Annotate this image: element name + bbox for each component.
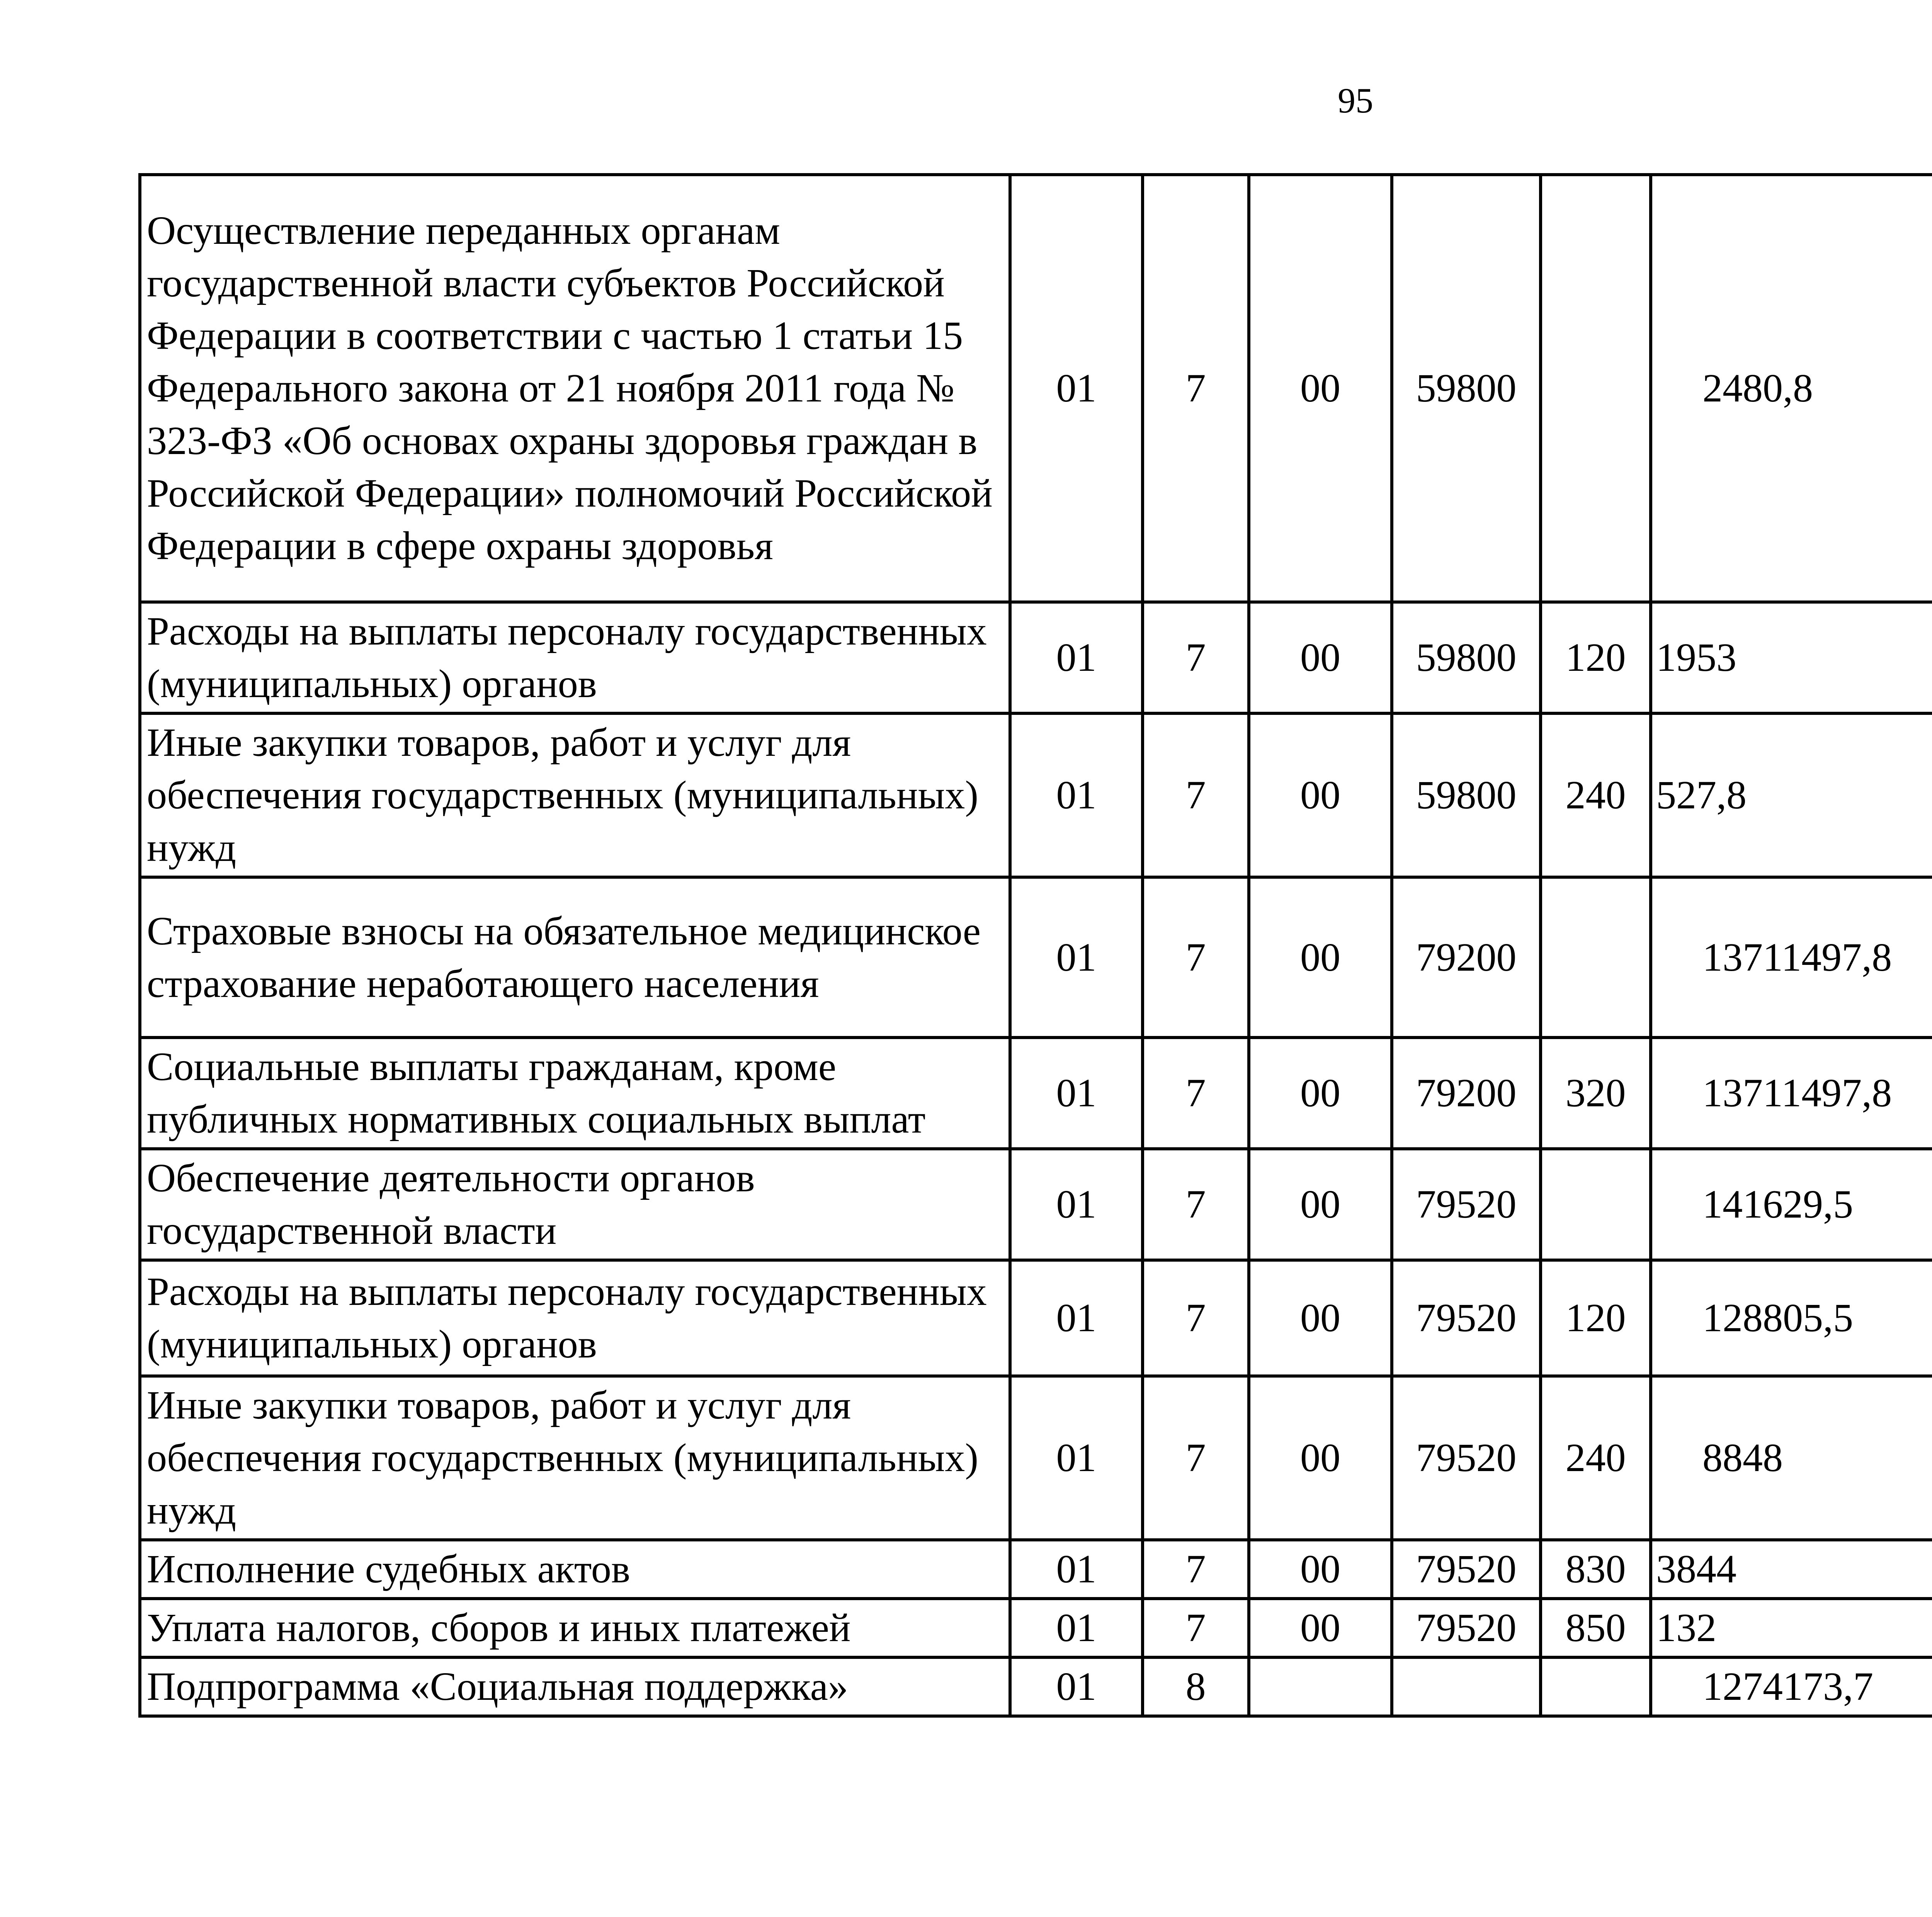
code-cell: 79520 — [1392, 1540, 1541, 1599]
amount-cell: 132 — [1651, 1599, 1932, 1657]
code-cell: 120 — [1541, 1260, 1651, 1376]
table-row — [140, 1038, 1932, 1149]
code-cell — [1541, 1657, 1651, 1716]
code-cell — [1541, 175, 1651, 602]
row-name-cell: Уплата налогов, сборов и иных платежей — [140, 1599, 1010, 1657]
code-cell: 830 — [1541, 1540, 1651, 1599]
row-name-cell: Обеспечение деятельности органов государственной власти — [140, 1149, 1010, 1260]
code-cell: 7 — [1143, 877, 1249, 1038]
table-row — [140, 877, 1932, 1038]
code-cell: 00 — [1249, 1599, 1392, 1657]
row-name-cell: Социальные выплаты гражданам, кроме публичных нормативных социальных выплат — [140, 1038, 1010, 1149]
table-row — [140, 1540, 1932, 1599]
code-cell: 240 — [1541, 713, 1651, 877]
amount-cell: 141629,5 — [1651, 1149, 1932, 1260]
row-name-cell: Иные закупки товаров, работ и услуг для обеспечения государственных (муниципальных) нужд — [140, 1376, 1010, 1540]
code-cell: 01 — [1010, 1149, 1143, 1260]
code-cell: 7 — [1143, 1038, 1249, 1149]
code-cell: 79520 — [1392, 1599, 1541, 1657]
amount-cell: 1274173,7 — [1651, 1657, 1932, 1716]
row-name-cell: Иные закупки товаров, работ и услуг для обеспечения государственных (муниципальных) нужд — [140, 713, 1010, 877]
code-cell: 7 — [1143, 1599, 1249, 1657]
code-cell: 00 — [1249, 1540, 1392, 1599]
code-cell: 79200 — [1392, 1038, 1541, 1149]
row-name-cell: Страховые взносы на обязательное медицинское страхование неработающего населения — [140, 877, 1010, 1038]
code-cell: 01 — [1010, 713, 1143, 877]
row-name-cell: Подпрограмма «Социальная поддержка» — [140, 1657, 1010, 1716]
table-row — [140, 602, 1932, 713]
amount-cell: 128805,5 — [1651, 1260, 1932, 1376]
amount-cell: 527,8 — [1651, 713, 1932, 877]
code-cell: 01 — [1010, 1599, 1143, 1657]
table-row — [140, 1599, 1932, 1657]
code-cell: 01 — [1010, 175, 1143, 602]
code-cell: 850 — [1541, 1599, 1651, 1657]
table-row — [140, 1260, 1932, 1376]
code-cell: 7 — [1143, 1149, 1249, 1260]
amount-cell: 2480,8 — [1651, 175, 1932, 602]
row-name-cell: Исполнение судебных актов — [140, 1540, 1010, 1599]
code-cell: 01 — [1010, 1376, 1143, 1540]
code-cell: 01 — [1010, 602, 1143, 713]
amount-cell: 3844 — [1651, 1540, 1932, 1599]
code-cell: 7 — [1143, 1260, 1249, 1376]
code-cell: 00 — [1249, 175, 1392, 602]
code-cell: 79520 — [1392, 1260, 1541, 1376]
row-name-cell: Осуществление переданных органам государственной власти субъектов Российской Федерации в соответствии с частью 1 статьи 15 Федерального закона от 21 ноября 2011 года № 323-ФЗ «Об основах охраны здоровья граждан в Российской Федерации» полномочий Российской Федерации в сфере охраны здоровья — [140, 175, 1010, 602]
code-cell: 59800 — [1392, 602, 1541, 713]
table-row — [140, 175, 1932, 602]
row-name-cell: Расходы на выплаты персоналу государственных (муниципальных) органов — [140, 1260, 1010, 1376]
code-cell: 00 — [1249, 1260, 1392, 1376]
row-name-cell: Расходы на выплаты персоналу государственных (муниципальных) органов — [140, 602, 1010, 713]
code-cell: 01 — [1010, 1038, 1143, 1149]
code-cell: 01 — [1010, 1657, 1143, 1716]
amount-cell: 8848 — [1651, 1376, 1932, 1540]
code-cell: 120 — [1541, 602, 1651, 713]
code-cell: 00 — [1249, 877, 1392, 1038]
code-cell: 00 — [1249, 713, 1392, 877]
code-cell: 01 — [1010, 1260, 1143, 1376]
code-cell: 00 — [1249, 1376, 1392, 1540]
code-cell: 79520 — [1392, 1149, 1541, 1260]
code-cell — [1541, 1149, 1651, 1260]
table-row — [140, 1657, 1932, 1716]
code-cell: 320 — [1541, 1038, 1651, 1149]
code-cell: 01 — [1010, 877, 1143, 1038]
table-row — [140, 1376, 1932, 1540]
code-cell: 7 — [1143, 713, 1249, 877]
code-cell — [1541, 877, 1651, 1038]
budget-table — [138, 173, 1932, 1718]
code-cell: 7 — [1143, 1540, 1249, 1599]
code-cell: 7 — [1143, 602, 1249, 713]
code-cell: 01 — [1010, 1540, 1143, 1599]
code-cell: 7 — [1143, 1376, 1249, 1540]
code-cell — [1249, 1657, 1392, 1716]
code-cell: 79200 — [1392, 877, 1541, 1038]
table-row — [140, 1149, 1932, 1260]
code-cell: 79520 — [1392, 1376, 1541, 1540]
code-cell: 00 — [1249, 1149, 1392, 1260]
code-cell: 7 — [1143, 175, 1249, 602]
table-row — [140, 713, 1932, 877]
amount-cell: 1953 — [1651, 602, 1932, 713]
code-cell — [1392, 1657, 1541, 1716]
amount-cell: 13711497,8 — [1651, 877, 1932, 1038]
page-number: 95 — [1338, 81, 1373, 120]
code-cell: 59800 — [1392, 175, 1541, 602]
code-cell: 59800 — [1392, 713, 1541, 877]
code-cell: 00 — [1249, 602, 1392, 713]
code-cell: 8 — [1143, 1657, 1249, 1716]
code-cell: 240 — [1541, 1376, 1651, 1540]
amount-cell: 13711497,8 — [1651, 1038, 1932, 1149]
code-cell: 00 — [1249, 1038, 1392, 1149]
